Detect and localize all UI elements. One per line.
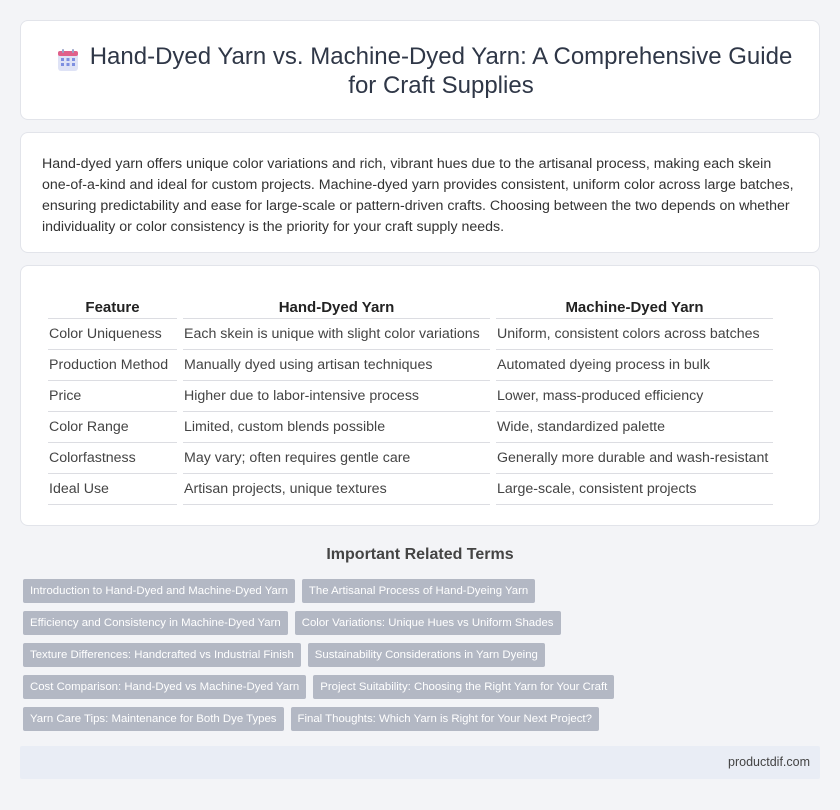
- column-header-machine-dyed: Machine-Dyed Yarn: [496, 294, 773, 319]
- related-term-link[interactable]: Yarn Care Tips: Maintenance for Both Dye Types: [23, 707, 284, 731]
- table-row: [48, 319, 773, 350]
- table-cell: Large-scale, consistent projects: [496, 474, 773, 505]
- header-card: [20, 20, 820, 120]
- table-header-row: [48, 294, 773, 319]
- tag-row: [23, 579, 803, 603]
- table-cell: Lower, mass-produced efficiency: [496, 381, 773, 412]
- comparison-table: [42, 294, 779, 505]
- table-cell: Colorfastness: [48, 443, 177, 474]
- tag-row: [23, 611, 803, 635]
- table-cell: Production Method: [48, 350, 177, 381]
- tag-row: [23, 643, 803, 667]
- footer-site-link[interactable]: productdif.com: [728, 755, 810, 769]
- table-cell: Color Range: [48, 412, 177, 443]
- table-row: [48, 443, 773, 474]
- table-row: [48, 412, 773, 443]
- tag-row: [23, 707, 803, 731]
- related-term-link[interactable]: Project Suitability: Choosing the Right Yarn for Your Craft: [313, 675, 614, 699]
- table-cell: Artisan projects, unique textures: [183, 474, 490, 505]
- tag-row: [23, 675, 803, 699]
- related-term-link[interactable]: Efficiency and Consistency in Machine-Dyed Yarn: [23, 611, 288, 635]
- table-cell: Each skein is unique with slight color variations: [183, 319, 490, 350]
- comparison-card: [20, 265, 820, 526]
- table-cell: Uniform, consistent colors across batches: [496, 319, 773, 350]
- table-row: [48, 474, 773, 505]
- table-cell: Price: [48, 381, 177, 412]
- table-cell: Wide, standardized palette: [496, 412, 773, 443]
- related-term-link[interactable]: Introduction to Hand-Dyed and Machine-Dyed Yarn: [23, 579, 295, 603]
- related-term-link[interactable]: Cost Comparison: Hand-Dyed vs Machine-Dyed Yarn: [23, 675, 306, 699]
- related-term-link[interactable]: The Artisanal Process of Hand-Dyeing Yarn: [302, 579, 535, 603]
- related-term-link[interactable]: Texture Differences: Handcrafted vs Industrial Finish: [23, 643, 301, 667]
- table-cell: Color Uniqueness: [48, 319, 177, 350]
- page-title: Hand-Dyed Yarn vs. Machine-Dyed Yarn: A Comprehensive Guide for Craft Supplies: [89, 43, 793, 99]
- related-term-link[interactable]: Sustainability Considerations in Yarn Dyeing: [308, 643, 545, 667]
- related-term-link[interactable]: Color Variations: Unique Hues vs Uniform Shades: [295, 611, 561, 635]
- column-header-hand-dyed: Hand-Dyed Yarn: [183, 294, 490, 319]
- intro-paragraph: Hand-dyed yarn offers unique color variations and rich, vibrant hues due to the artisanal process, making each skein one-of-a-kind and ideal for custom projects. Machine-dyed yarn provides consistent, uniform color across large batches, ensuring predictability and ease for large-scale or pattern-driven crafts. Choosing between the two depends on whether individuality or color consistency is the priority for your craft supply needs.: [42, 156, 794, 235]
- table-cell: Limited, custom blends possible: [183, 412, 490, 443]
- table-cell: Manually dyed using artisan techniques: [183, 350, 490, 381]
- column-header-feature: Feature: [48, 294, 177, 319]
- table-cell: May vary; often requires gentle care: [183, 443, 490, 474]
- intro-card: [20, 132, 820, 253]
- table-cell: Generally more durable and wash-resistant: [496, 443, 773, 474]
- related-term-link[interactable]: Final Thoughts: Which Yarn is Right for Your Next Project?: [291, 707, 599, 731]
- table-row: [48, 381, 773, 412]
- table-row: [48, 350, 773, 381]
- related-terms-title: Important Related Terms: [326, 546, 514, 563]
- related-terms-list: [23, 579, 803, 739]
- footer: [20, 746, 820, 779]
- table-cell: Automated dyeing process in bulk: [496, 350, 773, 381]
- table-cell: Higher due to labor-intensive process: [183, 381, 490, 412]
- table-cell: Ideal Use: [48, 474, 177, 505]
